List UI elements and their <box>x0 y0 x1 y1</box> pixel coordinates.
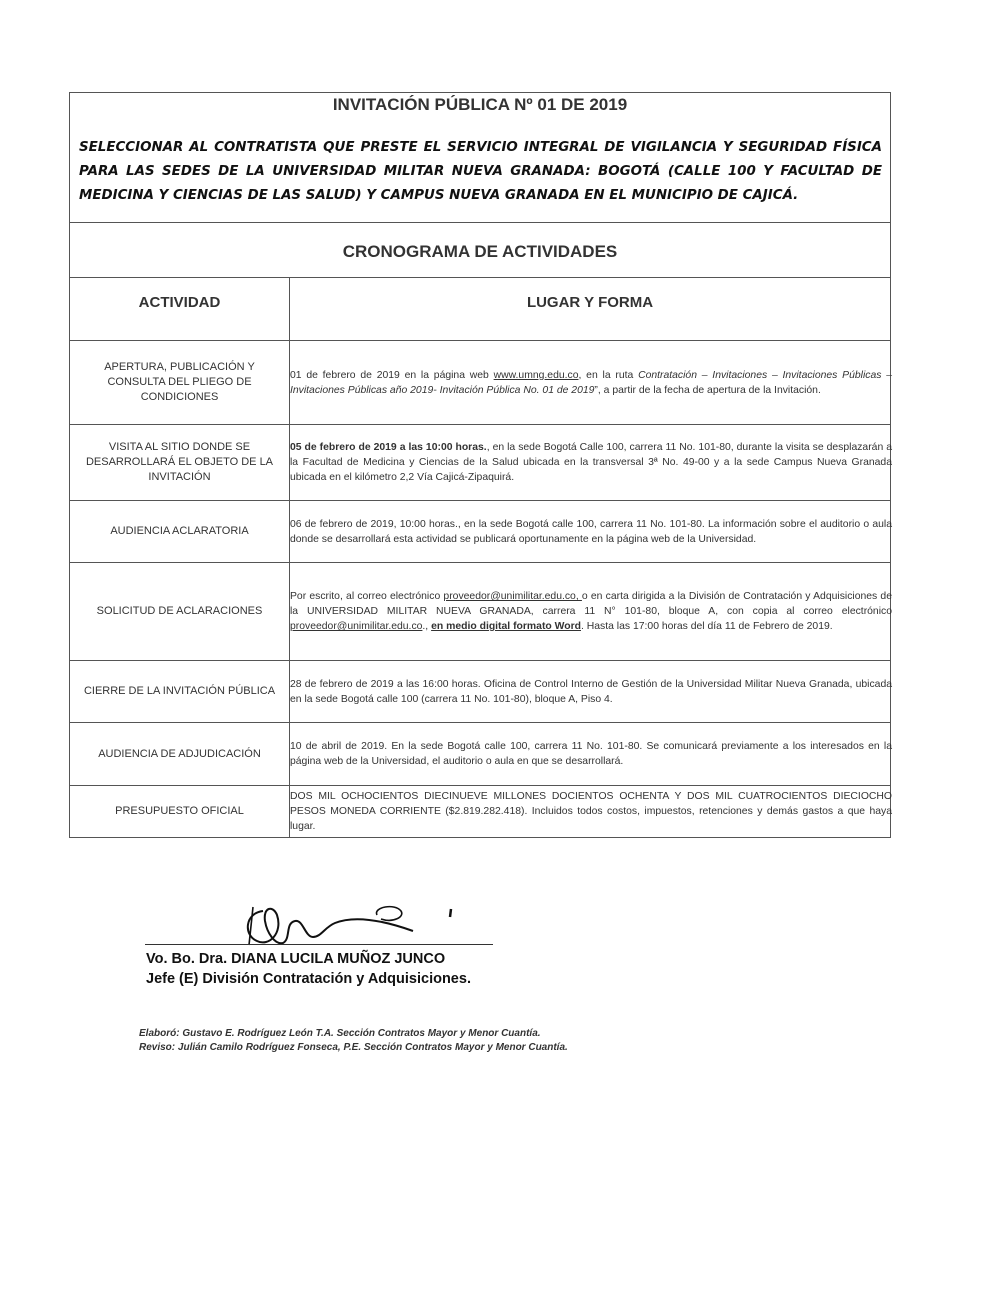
schedule-header <box>70 222 890 278</box>
title-section <box>70 93 890 223</box>
place-cell: 06 de febrero de 2019, 10:00 horas., en la sede Bogotá calle 100, carrera 11 No. 101-80. La información sobre el auditorio o aula donde se desarrollará esta actividad se publicará oportunamente en la página web de la Universidad. <box>290 518 892 545</box>
activity-cell: AUDIENCIA ACLARATORIA <box>70 501 290 562</box>
signature-line <box>145 944 493 945</box>
place-cell: 10 de abril de 2019. En la sede Bogotá calle 100, carrera 11 No. 101-80. Se comunicará previamente a los interesados en la página web de la Universidad, el auditorio o aula en que se desarrollará. <box>290 741 892 767</box>
main-title: INVITACIÓN PÚBLICA Nº 01 DE 2019 <box>332 95 628 114</box>
website-link[interactable]: www.umng.edu.co <box>493 369 579 381</box>
activity-cell: AUDIENCIA DE ADJUDICACIÓN <box>70 723 290 785</box>
table-row <box>70 425 890 501</box>
email-link[interactable]: proveedor@unimilitar.edu.co <box>290 621 423 632</box>
column-header-place: LUGAR Y FORMA <box>526 294 654 311</box>
activity-cell: VISITA AL SITIO DONDE SE DESARROLLARÁ EL OBJETO DE LA INVITACIÓN <box>70 425 290 500</box>
place-cell: 28 de febrero de 2019 a las 16:00 horas. Oficina de Control Interno de Gestión de la Universidad Militar Nueva Granada, ubicada en la sede Bogotá calle 100 (carrera 11 No. 101-80), bloque A, Piso 4. <box>290 678 892 705</box>
invitation-table <box>69 92 891 838</box>
activity-cell: APERTURA, PUBLICACIÓN Y CONSULTA DEL PLIEGO DE CONDICIONES <box>70 341 290 424</box>
column-header-activity: ACTIVIDAD <box>70 278 290 340</box>
column-headers <box>70 278 890 341</box>
signatory-name: Vo. Bo. Dra. DIANA LUCILA MUÑOZ JUNCO <box>146 951 446 967</box>
table-row <box>70 341 890 425</box>
schedule-title: CRONOGRAMA DE ACTIVIDADES <box>342 242 618 261</box>
reviewed-by: Reviso: Julián Camilo Rodríguez Fonseca, P.E. Sección Contratos Mayor y Menor Cuantía. <box>139 1042 568 1053</box>
place-cell: 05 de febrero de 2019 a las 10:00 horas., en la sede Bogotá Calle 100, carrera 11 No. 101-80, durante la visita se desplazarán a la Facultad de Medicina y Ciencias de la Salud ubicada en la transversal 3ª No. 49-00 y a la sede Campus Nueva Granada ubicada en el kilómetro 2,2 Vía Cajicá-Zipaquirá. <box>290 442 892 483</box>
signatory-role: Jefe (E) División Contratación y Adquisiciones. <box>146 971 471 987</box>
invitation-subject: SELECCIONAR AL CONTRATISTA QUE PRESTE EL SERVICIO INTEGRAL DE VIGILANCIA Y SEGURIDAD FÍSICA PARA LAS SEDES DE LA UNIVERSIDAD MILITAR NUEVA GRANADA: BOGOTÁ (CALLE 100 Y FACULTAD DE MEDICINA Y CIENCIAS DE LAS SALUD) Y CAMPUS NUEVA GRANADA EN EL MUNICIPIO DE CAJICÁ. <box>79 140 882 203</box>
place-cell: 01 de febrero de 2019 en la página web www.umng.edu.co, en la ruta Contratación – Invitaciones – Invitaciones Públicas – Invitaciones Públicas año 2019- Invitación Pública No. 01 de 2019”, a partir de la fecha de apertura de la Invitación. <box>290 369 892 396</box>
activity-cell: PRESUPUESTO OFICIAL <box>70 786 290 837</box>
table-row <box>70 723 890 786</box>
table-row <box>70 501 890 563</box>
prepared-by: Elaboró: Gustavo E. Rodríguez León T.A. Sección Contratos Mayor y Menor Cuantía. <box>139 1028 541 1039</box>
table-row <box>70 661 890 723</box>
table-row <box>70 563 890 661</box>
place-cell: Por escrito, al correo electrónico proveedor@unimilitar.edu.co, o en carta dirigida a la División de Contratación y Adquisiciones de la UNIVERSIDAD MILITAR NUEVA GRANADA, carrera 11 N° 101-80, bloque A, con copia al correo electrónico proveedor@unimilitar.edu.co., en medio digital formato Word. Hasta las 17:00 horas del día 11 de Febrero de 2019. <box>290 591 892 632</box>
email-link[interactable]: proveedor@unimilitar.edu.co, <box>443 591 582 602</box>
activity-cell: CIERRE DE LA INVITACIÓN PÚBLICA <box>70 661 290 722</box>
table-row <box>70 786 890 837</box>
place-cell: DOS MIL OCHOCIENTOS DIECINUEVE MILLONES DOCIENTOS OCHENTA Y DOS MIL CUATROCIENTOS DIECIOCHO PESOS MONEDA CORRIENTE ($2.819.282.418). Incluidos todos costos, impuestos, retenciones y demás gastos a que haya lugar. <box>290 791 892 832</box>
signatory-block <box>146 949 471 989</box>
activity-cell: SOLICITUD DE ACLARACIONES <box>70 563 290 660</box>
footer-credits <box>139 1027 568 1055</box>
